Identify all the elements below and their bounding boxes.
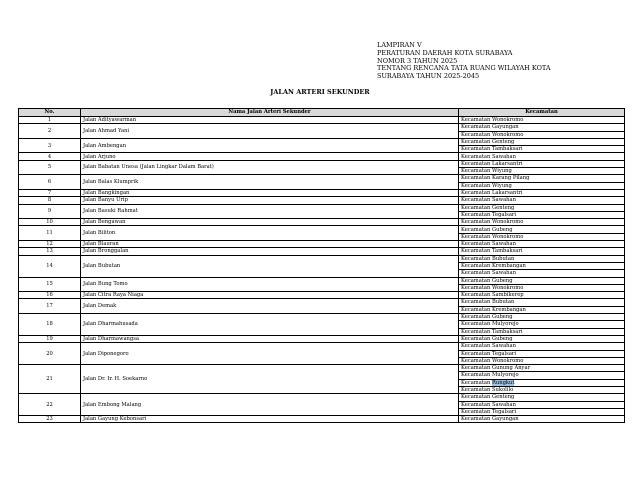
- row-number: 2: [19, 124, 81, 139]
- kecamatan-cell: Kecamatan Bubutan: [459, 299, 625, 306]
- kecamatan-cell: Kecamatan Sawahan: [459, 401, 625, 408]
- kecamatan-cell: Kecamatan Gubeng: [459, 335, 625, 342]
- table-header-row: [19, 109, 625, 117]
- kecamatan-cell: Kecamatan Tambaksari: [459, 328, 625, 335]
- kecamatan-cell: Kecamatan Wonokromo: [459, 117, 625, 124]
- table-row: [19, 124, 625, 131]
- road-name: Jalan Adityawarman: [81, 117, 459, 124]
- kecamatan-cell: Kecamatan Tegalsari: [459, 408, 625, 415]
- row-number: 22: [19, 394, 81, 416]
- table-row: [19, 292, 625, 299]
- kecamatan-cell: Kecamatan Sukolilo: [459, 386, 625, 393]
- kecamatan-cell: Kecamatan Wonokromo: [459, 357, 625, 364]
- row-number: 6: [19, 175, 81, 190]
- row-number: 19: [19, 335, 81, 342]
- row-number: 16: [19, 292, 81, 299]
- table-row: [19, 255, 625, 262]
- road-name: Jalan Bronggalan: [81, 248, 459, 255]
- table-row: [19, 299, 625, 306]
- row-number: 5: [19, 160, 81, 175]
- road-name: Jalan Gayung Kebonsari: [81, 416, 459, 423]
- header-line: LAMPIRAN V: [377, 41, 422, 49]
- table-row: [19, 335, 625, 342]
- row-number: 17: [19, 299, 81, 314]
- table-row: [19, 138, 625, 145]
- column-header-kecamatan: Kecamatan: [459, 109, 625, 117]
- row-number: 21: [19, 365, 81, 394]
- table-row: [19, 241, 625, 248]
- row-number: 9: [19, 204, 81, 219]
- kecamatan-cell: Kecamatan Lakarsantri: [459, 160, 625, 167]
- road-name: Jalan Dr. Ir. H. Soekarno: [81, 365, 459, 394]
- row-number: 14: [19, 255, 81, 277]
- road-name: Jalan Blauran: [81, 241, 459, 248]
- road-name: Jalan Dharmahusada: [81, 314, 459, 336]
- column-header-no: No.: [19, 109, 81, 117]
- header-line: SURABAYA TAHUN 2025-2045: [377, 72, 480, 81]
- kecamatan-cell: Kecamatan Sawahan: [459, 241, 625, 248]
- row-number: 20: [19, 343, 81, 365]
- table-row: [19, 175, 625, 182]
- kecamatan-cell: Kecamatan Genteng: [459, 204, 625, 211]
- header-line: NOMOR 3 TAHUN 2025: [377, 56, 458, 65]
- kecamatan-cell: Kecamatan Gubeng: [459, 314, 625, 321]
- kecamatan-cell: Kecamatan Sambikerep: [459, 292, 625, 299]
- row-number: 18: [19, 314, 81, 336]
- road-name: Jalan Arjuno: [81, 153, 459, 160]
- row-number: 3: [19, 138, 81, 153]
- table-body: [19, 117, 625, 423]
- kecamatan-cell: Kecamatan Krembangan: [459, 306, 625, 313]
- road-name: Jalan Ahmad Yani: [81, 124, 459, 139]
- kecamatan-cell: Kecamatan Sawahan: [459, 153, 625, 160]
- kecamatan-cell: Kecamatan Krembangan: [459, 262, 625, 269]
- row-number: 12: [19, 241, 81, 248]
- kecamatan-cell: Kecamatan Wonokromo: [459, 219, 625, 226]
- kecamatan-cell: Kecamatan Gubeng: [459, 277, 625, 284]
- row-number: 10: [19, 219, 81, 226]
- kecamatan-cell: Kecamatan Wonokromo: [459, 284, 625, 291]
- table-row: [19, 416, 625, 423]
- table-row: [19, 153, 625, 160]
- kecamatan-cell: Kecamatan Sawahan: [459, 270, 625, 277]
- row-number: 1: [19, 117, 81, 124]
- kecamatan-cell: Kecamatan Rungkut: [459, 379, 625, 386]
- table-row: [19, 117, 625, 124]
- text-selection-highlight: Rungkut: [491, 379, 515, 386]
- table-row: [19, 277, 625, 284]
- road-name: Jalan Citra Raya Niaga: [81, 292, 459, 299]
- row-number: 7: [19, 189, 81, 196]
- kecamatan-cell: Kecamatan Wiyung: [459, 168, 625, 175]
- kecamatan-cell: Kecamatan Tegalsari: [459, 211, 625, 218]
- document-title: JALAN ARTERI SEKUNDER: [270, 88, 370, 96]
- kecamatan-cell: Kecamatan Gayungan: [459, 416, 625, 423]
- table-row: [19, 314, 625, 321]
- road-name: Jalan Babatan Unesa (Jalan Lingkar Dalam Barat): [81, 160, 459, 175]
- kecamatan-cell: Kecamatan Genteng: [459, 394, 625, 401]
- road-name: Jalan Bung Tomo: [81, 277, 459, 292]
- kecamatan-cell: Kecamatan Gubeng: [459, 226, 625, 233]
- header-line: TENTANG RENCANA TATA RUANG WILAYAH KOTA: [377, 64, 551, 73]
- kecamatan-cell: Kecamatan Sawahan: [459, 197, 625, 204]
- road-name: Jalan Ambengan: [81, 138, 459, 153]
- row-number: 23: [19, 416, 81, 423]
- table-row: [19, 189, 625, 196]
- road-name: Jalan Biliton: [81, 226, 459, 241]
- header-line: PERATURAN DAERAH KOTA SURABAYA: [377, 48, 513, 57]
- kecamatan-cell: Kecamatan Sawahan: [459, 343, 625, 350]
- road-name: Jalan Embong Malang: [81, 394, 459, 416]
- kecamatan-cell: Kecamatan Wiyung: [459, 182, 625, 189]
- road-name: Jalan Dharmawangsa: [81, 335, 459, 342]
- kecamatan-cell: Kecamatan Mulyorejo: [459, 321, 625, 328]
- road-name: Jalan Diponegoro: [81, 343, 459, 365]
- row-number: 11: [19, 226, 81, 241]
- kecamatan-cell: Kecamatan Gunung Anyar: [459, 365, 625, 372]
- road-name: Jalan Bengawan: [81, 219, 459, 226]
- kecamatan-cell: Kecamatan Lakarsantri: [459, 189, 625, 196]
- kecamatan-cell: Kecamatan Wonokromo: [459, 131, 625, 138]
- road-name: Jalan Bubutan: [81, 255, 459, 277]
- road-name: Jalan Balas Klumprik: [81, 175, 459, 190]
- kecamatan-cell: Kecamatan Tambaksari: [459, 146, 625, 153]
- document-header: [377, 42, 551, 81]
- kecamatan-cell: Kecamatan Mulyorejo: [459, 372, 625, 379]
- row-number: 15: [19, 277, 81, 292]
- kecamatan-cell: Kecamatan Genteng: [459, 138, 625, 145]
- table-row: [19, 394, 625, 401]
- table-row: [19, 365, 625, 372]
- kecamatan-cell: Kecamatan Tegalsari: [459, 350, 625, 357]
- kecamatan-cell: Kecamatan Gayungan: [459, 124, 625, 131]
- table-row: [19, 197, 625, 204]
- road-name: Jalan Banyu Urip: [81, 197, 459, 204]
- table-row: [19, 248, 625, 255]
- table-row: [19, 219, 625, 226]
- table-row: [19, 343, 625, 350]
- kecamatan-cell: Kecamatan Karang Pilang: [459, 175, 625, 182]
- kecamatan-cell: Kecamatan Bubutan: [459, 255, 625, 262]
- row-number: 8: [19, 197, 81, 204]
- column-header-name: Nama Jalan Arteri Sekunder: [81, 109, 459, 117]
- road-name: Jalan Basuki Rahmat: [81, 204, 459, 219]
- kecamatan-cell: Kecamatan Tambaksari: [459, 248, 625, 255]
- kecamatan-cell: Kecamatan Wonokromo: [459, 233, 625, 240]
- road-table: [18, 108, 625, 423]
- table-row: [19, 160, 625, 167]
- road-name: Jalan Bangkingan: [81, 189, 459, 196]
- row-number: 13: [19, 248, 81, 255]
- row-number: 4: [19, 153, 81, 160]
- table-row: [19, 204, 625, 211]
- road-name: Jalan Demak: [81, 299, 459, 314]
- table-row: [19, 226, 625, 233]
